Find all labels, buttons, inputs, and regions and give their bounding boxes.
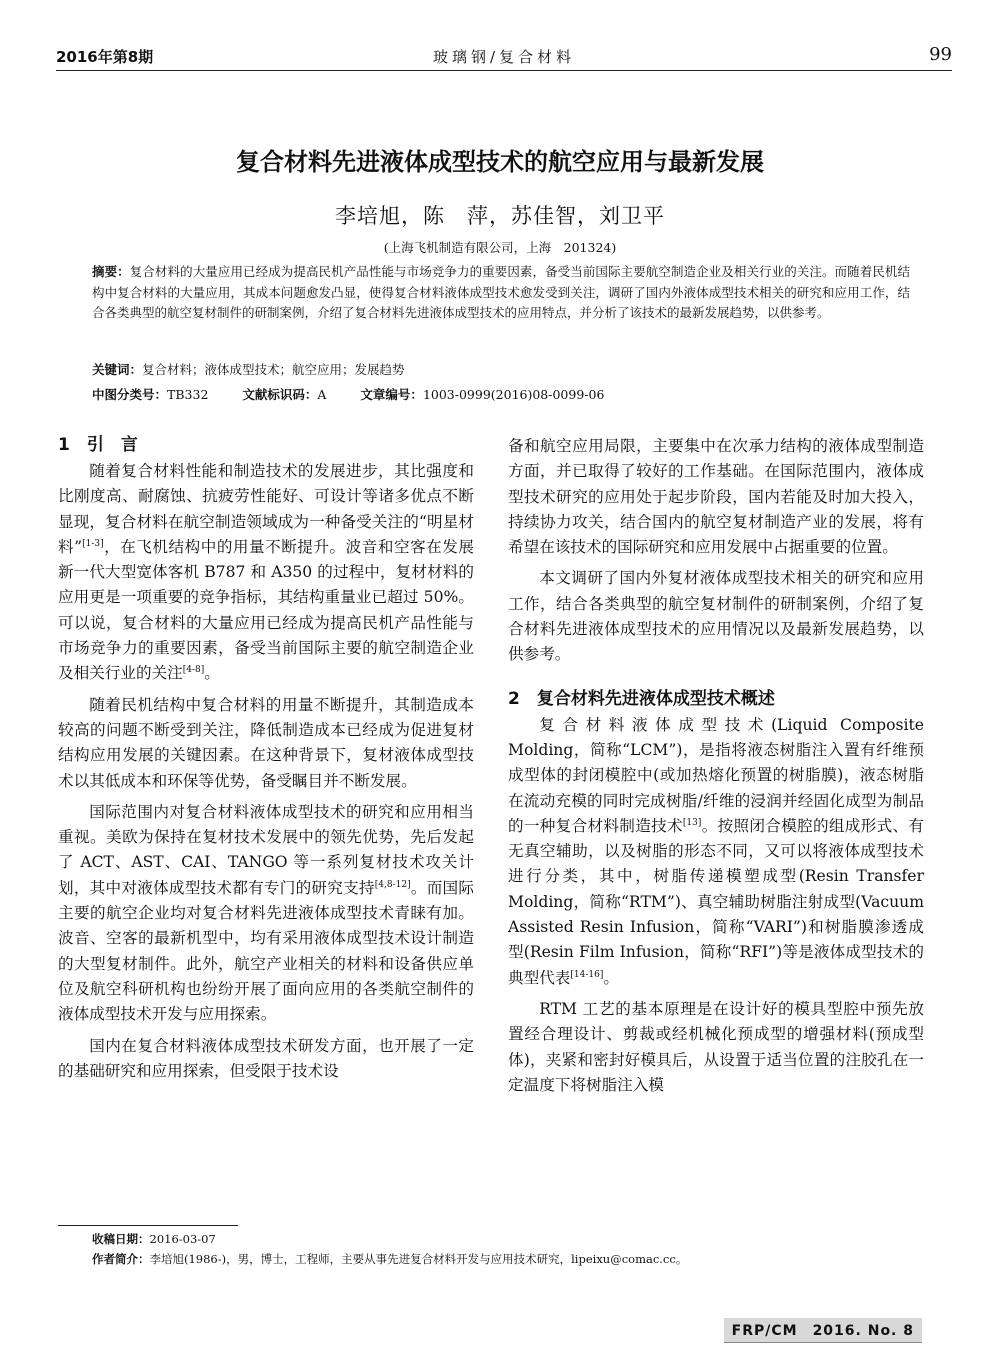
classification-line <box>92 385 634 403</box>
citation: [1-3] <box>82 538 104 549</box>
paragraph: 随着民机结构中复合材料的用量不断提升，其制造成本较高的问题不断受到关注，降低制造成本已经成为促进复材结构应用发展的关键因素。在这种背景下，复材液体成型技术以其低成本和环保等优势，备受瞩目并不断发展。 <box>58 695 474 790</box>
paragraph: 备和航空应用局限，主要集中在次承力结构的液体成型制造方面，并已取得了较好的工作基础。在国际范围内，液体成型技术研究的应用处于起步阶段，国内若能及时加大投入，持续协力攻关，结合国内的航空复材制造产业的发展，将有希望在该技术的国际研究和应用发展中占据重要的位置。 <box>508 437 924 557</box>
author-bio <box>92 1249 687 1269</box>
citation: [4-8] <box>182 665 205 676</box>
paragraph <box>58 800 474 1028</box>
document-code <box>242 387 326 402</box>
received-label: 收稿日期： <box>92 1232 150 1246</box>
abstract-label: 摘要： <box>92 264 130 279</box>
running-header <box>56 44 952 71</box>
keywords <box>92 360 405 378</box>
doc-code-value: A <box>317 387 327 402</box>
issue-label: 2016年第8期 <box>56 48 154 66</box>
clc-label: 中图分类号： <box>92 387 168 402</box>
citation: [13] <box>682 817 702 828</box>
paragraph <box>58 459 474 687</box>
section-1-heading: 1 引 言 <box>58 435 138 455</box>
article-no-label: 文章编号： <box>360 387 423 402</box>
paragraph: 本文调研了国内外复材液体成型技术相关的研究和应用工作，结合各类典型的航空复材制件的研制案例，介绍了复合材料先进液体成型技术的应用情况以及最新发展趋势，以供参考。 <box>508 569 924 664</box>
paragraph-text: 国际范围内对复合材料液体成型技术的研究和应用相当重视。美欧为保持在复材技术发展中的领先优势，先后发起了 ACT、AST、CAI、TANGO 等一系列复材技术攻关计划，其中对液体成型技术都有专门的研究支持 <box>58 802 474 897</box>
paragraph-text: 。 <box>204 664 220 683</box>
paragraph-text: 。按照闭合模腔的组成形式、有无真空辅助，以及树脂的形态不同，又可以将液体成型技术进行分类，其中，树脂传递模塑成型(Resin Transfer Molding，简称“RTM”)、真空辅助树脂注射成型(Vacuum Assisted Resin Infusion，简称“VARI”)和树脂膜渗透成型(Resin Film Infusion，简称“RFI”)等是液体成型技术的典型代表 <box>508 816 924 987</box>
author-bio-label: 作者简介： <box>92 1252 150 1266</box>
article-title: 复合材料先进液体成型技术的航空应用与最新发展 <box>236 148 764 176</box>
received-value: 2016-03-07 <box>149 1232 216 1246</box>
citation: [4,8-12] <box>374 879 411 890</box>
received-date <box>92 1229 687 1249</box>
paragraph: RTM 工艺的基本原理是在设计好的模具型腔中预先放置经合理设计、剪裁或经机械化预成型的增强材料(预成型体)，夹紧和密封好模具后，从设置于适当位置的注胶孔在一定温度下将树脂注入模 <box>508 999 924 1094</box>
paragraph-text: 。 <box>603 968 619 987</box>
paragraph-text: 。而国际主要的航空企业均对复合材料先进液体成型技术青睐有加。波音、空客的最新机型中，均有采用液体成型技术设计制造的大型复材制件。此外，航空产业相关的材料和设备供应单位及航空科研机构也纷纷开展了面向应用的各类航空制件的液体成型技术开发与应用探索。 <box>58 878 474 1024</box>
article-authors: 李培旭，陈 萍，苏佳智，刘卫平 <box>335 204 665 228</box>
section-2-heading: 2 复合材料先进液体成型技术概述 <box>508 688 775 709</box>
page-number: 99 <box>929 44 952 65</box>
right-column <box>508 434 924 1098</box>
paragraph-text: 复合材料液体成型技术(Liquid Composite Molding，简称“LCM”)，是指将液态树脂注入置有纤维预成型体的封闭模腔中(或加热熔化预置的树脂膜)，液态树脂在流动充模的同时完成树脂/纤维的浸润并经固化成型为制品的一种复合材料制造技术 <box>508 715 924 835</box>
citation: [14-16] <box>570 969 604 980</box>
article-number <box>360 387 604 402</box>
clc-code <box>92 387 208 402</box>
abstract <box>92 262 910 324</box>
paragraph: 国内在复合材料液体成型技术研发方面，也开展了一定的基础研究和应用探索，但受限于技术设 <box>58 1036 474 1080</box>
author-bio-text: 李培旭(1986-)，男，博士，工程师，主要从事先进复合材料开发与应用技术研究，lipeixu@comac.cc。 <box>149 1252 688 1266</box>
left-column <box>58 432 474 1084</box>
journal-name: 玻璃钢/复合材料 <box>432 48 576 66</box>
footnotes <box>92 1229 687 1269</box>
paragraph-text: ，在飞机结构中的用量不断提升。波音和空客在发展新一代大型宽体客机 B787 和 A350 的过程中，复材材料的应用更是一项重要的竞争指标，其结构重量业已超过 50%。可以说，复合材料的大量应用已经成为提高民机产品性能与市场竞争力的重要因素，备受当前国际主要的航空制造企业及相关行业的关注 <box>58 537 474 683</box>
doc-code-label: 文献标识码： <box>242 387 318 402</box>
article-no-value: 1003-0999(2016)08-0099-06 <box>422 387 605 402</box>
author-affiliation: (上海飞机制造有限公司，上海 201324) <box>383 240 617 255</box>
paragraph-text: 随着复合材料性能和制造技术的发展进步，其比强度和比刚度高、耐腐蚀、抗疲劳性能好、可设计等诸多优点不断显现，复合材料在航空制造领域成为一种备受关注的“明星材料” <box>58 462 474 556</box>
abstract-text: 复合材料的大量应用已经成为提高民机产品性能与市场竞争力的重要因素，备受当前国际主要航空制造企业及相关行业的关注。而随着民机结构中复合材料的大量应用，其成本问题愈发凸显，使得复合材料液体成型技术愈发受到关注，调研了国内外液体成型技术相关的研究和应用工作，结合各类典型的航空复材制件的研制案例，介绍了复合材料先进液体成型技术的应用特点，并分析了该技术的最新发展趋势，以供参考。 <box>92 264 910 320</box>
paragraph <box>508 713 924 991</box>
keywords-label: 关键词： <box>92 362 143 377</box>
clc-value: TB332 <box>167 387 209 402</box>
keywords-text: 复合材料；液体成型技术；航空应用；发展趋势 <box>142 362 405 377</box>
journal-footer-badge: FRP/CM 2016. No. 8 <box>724 1318 922 1343</box>
footnote-divider <box>58 1225 238 1226</box>
